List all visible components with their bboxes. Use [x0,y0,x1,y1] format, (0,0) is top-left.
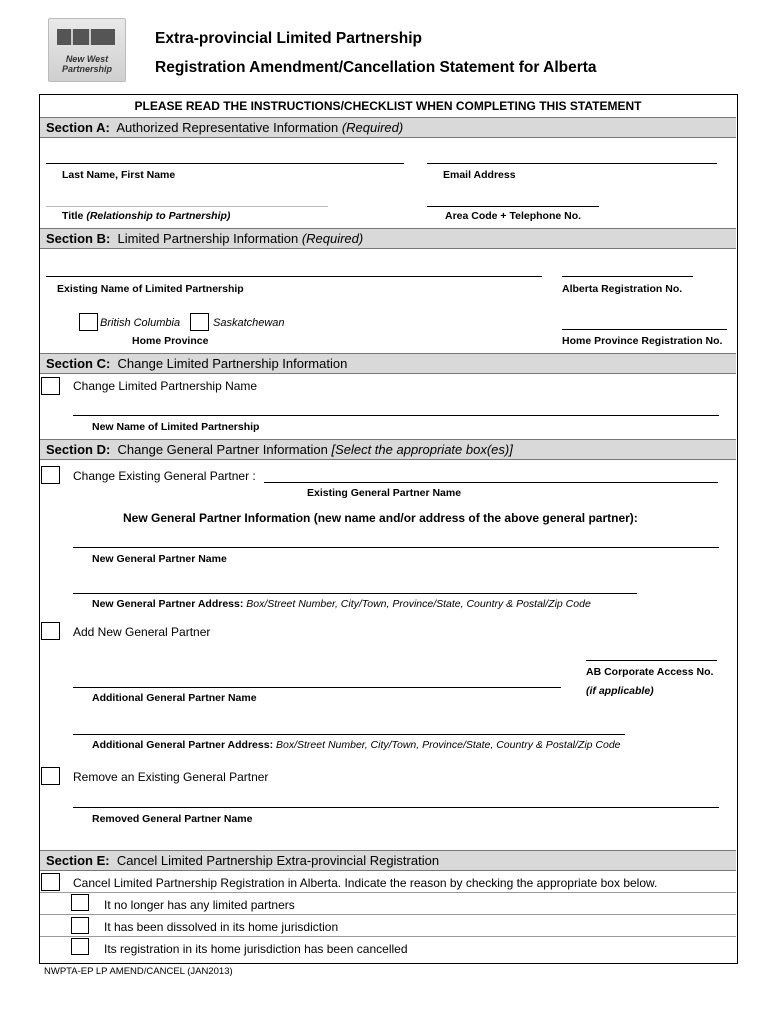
ab-corporate-access-field[interactable] [586,660,717,661]
home-province-label: Home Province [132,335,209,347]
row-divider [40,936,736,937]
section-e-title: Cancel Limited Partnership Extra-provincial Registration [116,853,440,868]
new-gp-info-heading: New General Partner Information (new name and/or address of the above general partner): [123,511,638,525]
title-label: Title (Relationship to Partnership) [62,210,231,222]
telephone-label: Area Code + Telephone No. [445,210,582,222]
section-d-header [40,439,736,460]
reason-dissolved: It has been dissolved in its home jurisdiction [104,920,339,934]
section-c-label: Section C: [46,356,111,371]
email-label: Email Address [443,169,516,181]
british-columbia-label: British Columbia [100,317,181,329]
saskatchewan-label: Saskatchewan [213,317,285,329]
section-c-title: Change Limited Partnership Information [117,356,348,371]
section-b-header [40,228,736,249]
logo-line-1: New West [65,54,109,64]
additional-gp-address-label: Additional General Partner Address: Box/Street Number, City/Town, Province/State, Country & Postal/Zip Code [92,739,621,751]
add-new-gp-label: Add New General Partner [73,625,211,639]
section-d-qualifier: [Select the appropriate box(es)] [331,442,513,457]
section-b-label: Section B: [46,231,111,246]
new-gp-address-field[interactable] [73,593,637,594]
form-frame [39,94,738,964]
add-new-gp-checkbox[interactable] [41,622,60,640]
new-lp-name-field[interactable] [73,415,719,416]
telephone-field[interactable] [427,206,599,207]
row-divider [40,892,736,893]
change-existing-gp-label: Change Existing General Partner : [73,469,256,483]
remove-gp-checkbox[interactable] [41,767,60,785]
last-first-name-label: Last Name, First Name [62,169,176,181]
cancel-registration-checkbox[interactable] [41,873,60,891]
section-b-qualifier: (Required) [301,231,364,246]
no-limited-partners-checkbox[interactable] [71,894,89,911]
cancel-registration-label: Cancel Limited Partnership Registration in Alberta. Indicate the reason by checking the appropriate box below. [73,876,658,890]
additional-gp-name-label: Additional General Partner Name [92,692,257,704]
existing-lp-name-field[interactable] [46,276,542,277]
section-a-qualifier: (Required) [341,120,404,135]
home-registration-label: Home Province Registration No. [562,335,723,347]
existing-gp-name-label: Existing General Partner Name [307,487,462,499]
change-lp-name-label: Change Limited Partnership Name [73,379,258,393]
new-gp-address-label: New General Partner Address: Box/Street Number, City/Town, Province/State, Country & Postal/Zip Code [92,598,591,610]
new-lp-name-label: New Name of Limited Partnership [92,421,260,433]
section-d-title: Change General Partner Information [117,442,328,457]
additional-gp-name-field[interactable] [73,687,561,688]
new-west-partnership-logo [48,18,126,82]
registration-cancelled-checkbox[interactable] [71,938,89,955]
section-e-label: Section E: [46,853,110,868]
remove-gp-label: Remove an Existing General Partner [73,770,269,784]
logo-line-2: Partnership [61,64,112,74]
section-d-label: Section D: [46,442,111,457]
change-lp-name-checkbox[interactable] [41,377,60,395]
alberta-registration-label: Alberta Registration No. [562,283,683,295]
reason-registration-cancelled: Its registration in its home jurisdiction has been cancelled [104,942,408,956]
section-b-title: Limited Partnership Information [117,231,299,246]
new-gp-name-label: New General Partner Name [92,553,227,565]
alberta-registration-field[interactable] [562,276,693,277]
title-field[interactable] [46,206,328,207]
section-e-header [40,850,736,871]
existing-gp-name-field[interactable] [264,482,718,483]
ab-corporate-access-label: AB Corporate Access No. [586,666,714,678]
home-registration-field[interactable] [562,329,727,330]
removed-gp-name-label: Removed General Partner Name [92,813,253,825]
existing-lp-name-label: Existing Name of Limited Partnership [57,283,244,295]
section-c-header [40,353,736,374]
if-applicable-label: (if applicable) [586,685,654,697]
saskatchewan-checkbox[interactable] [190,313,209,331]
british-columbia-checkbox[interactable] [79,313,98,331]
form-subtitle: Registration Amendment/Cancellation Statement for Alberta [155,59,597,76]
section-a-title: Authorized Representative Information [116,120,339,135]
row-divider [40,914,736,915]
additional-gp-address-field[interactable] [73,734,625,735]
section-a-header [40,117,736,138]
instructions-notice: PLEASE READ THE INSTRUCTIONS/CHECKLIST WHEN COMPLETING THIS STATEMENT [134,99,642,113]
change-existing-gp-checkbox[interactable] [41,466,60,484]
dissolved-checkbox[interactable] [71,917,89,934]
new-gp-name-field[interactable] [73,547,719,548]
provinces-map-icon [57,29,115,45]
email-field[interactable] [427,163,717,164]
form-identifier: NWPTA-EP LP AMEND/CANCEL (JAN2013) [44,966,233,977]
form-title: Extra-provincial Limited Partnership [155,30,423,47]
reason-no-limited-partners: It no longer has any limited partners [104,898,295,912]
last-first-name-field[interactable] [46,163,404,164]
removed-gp-name-field[interactable] [73,807,719,808]
section-a-label: Section A: [46,120,110,135]
